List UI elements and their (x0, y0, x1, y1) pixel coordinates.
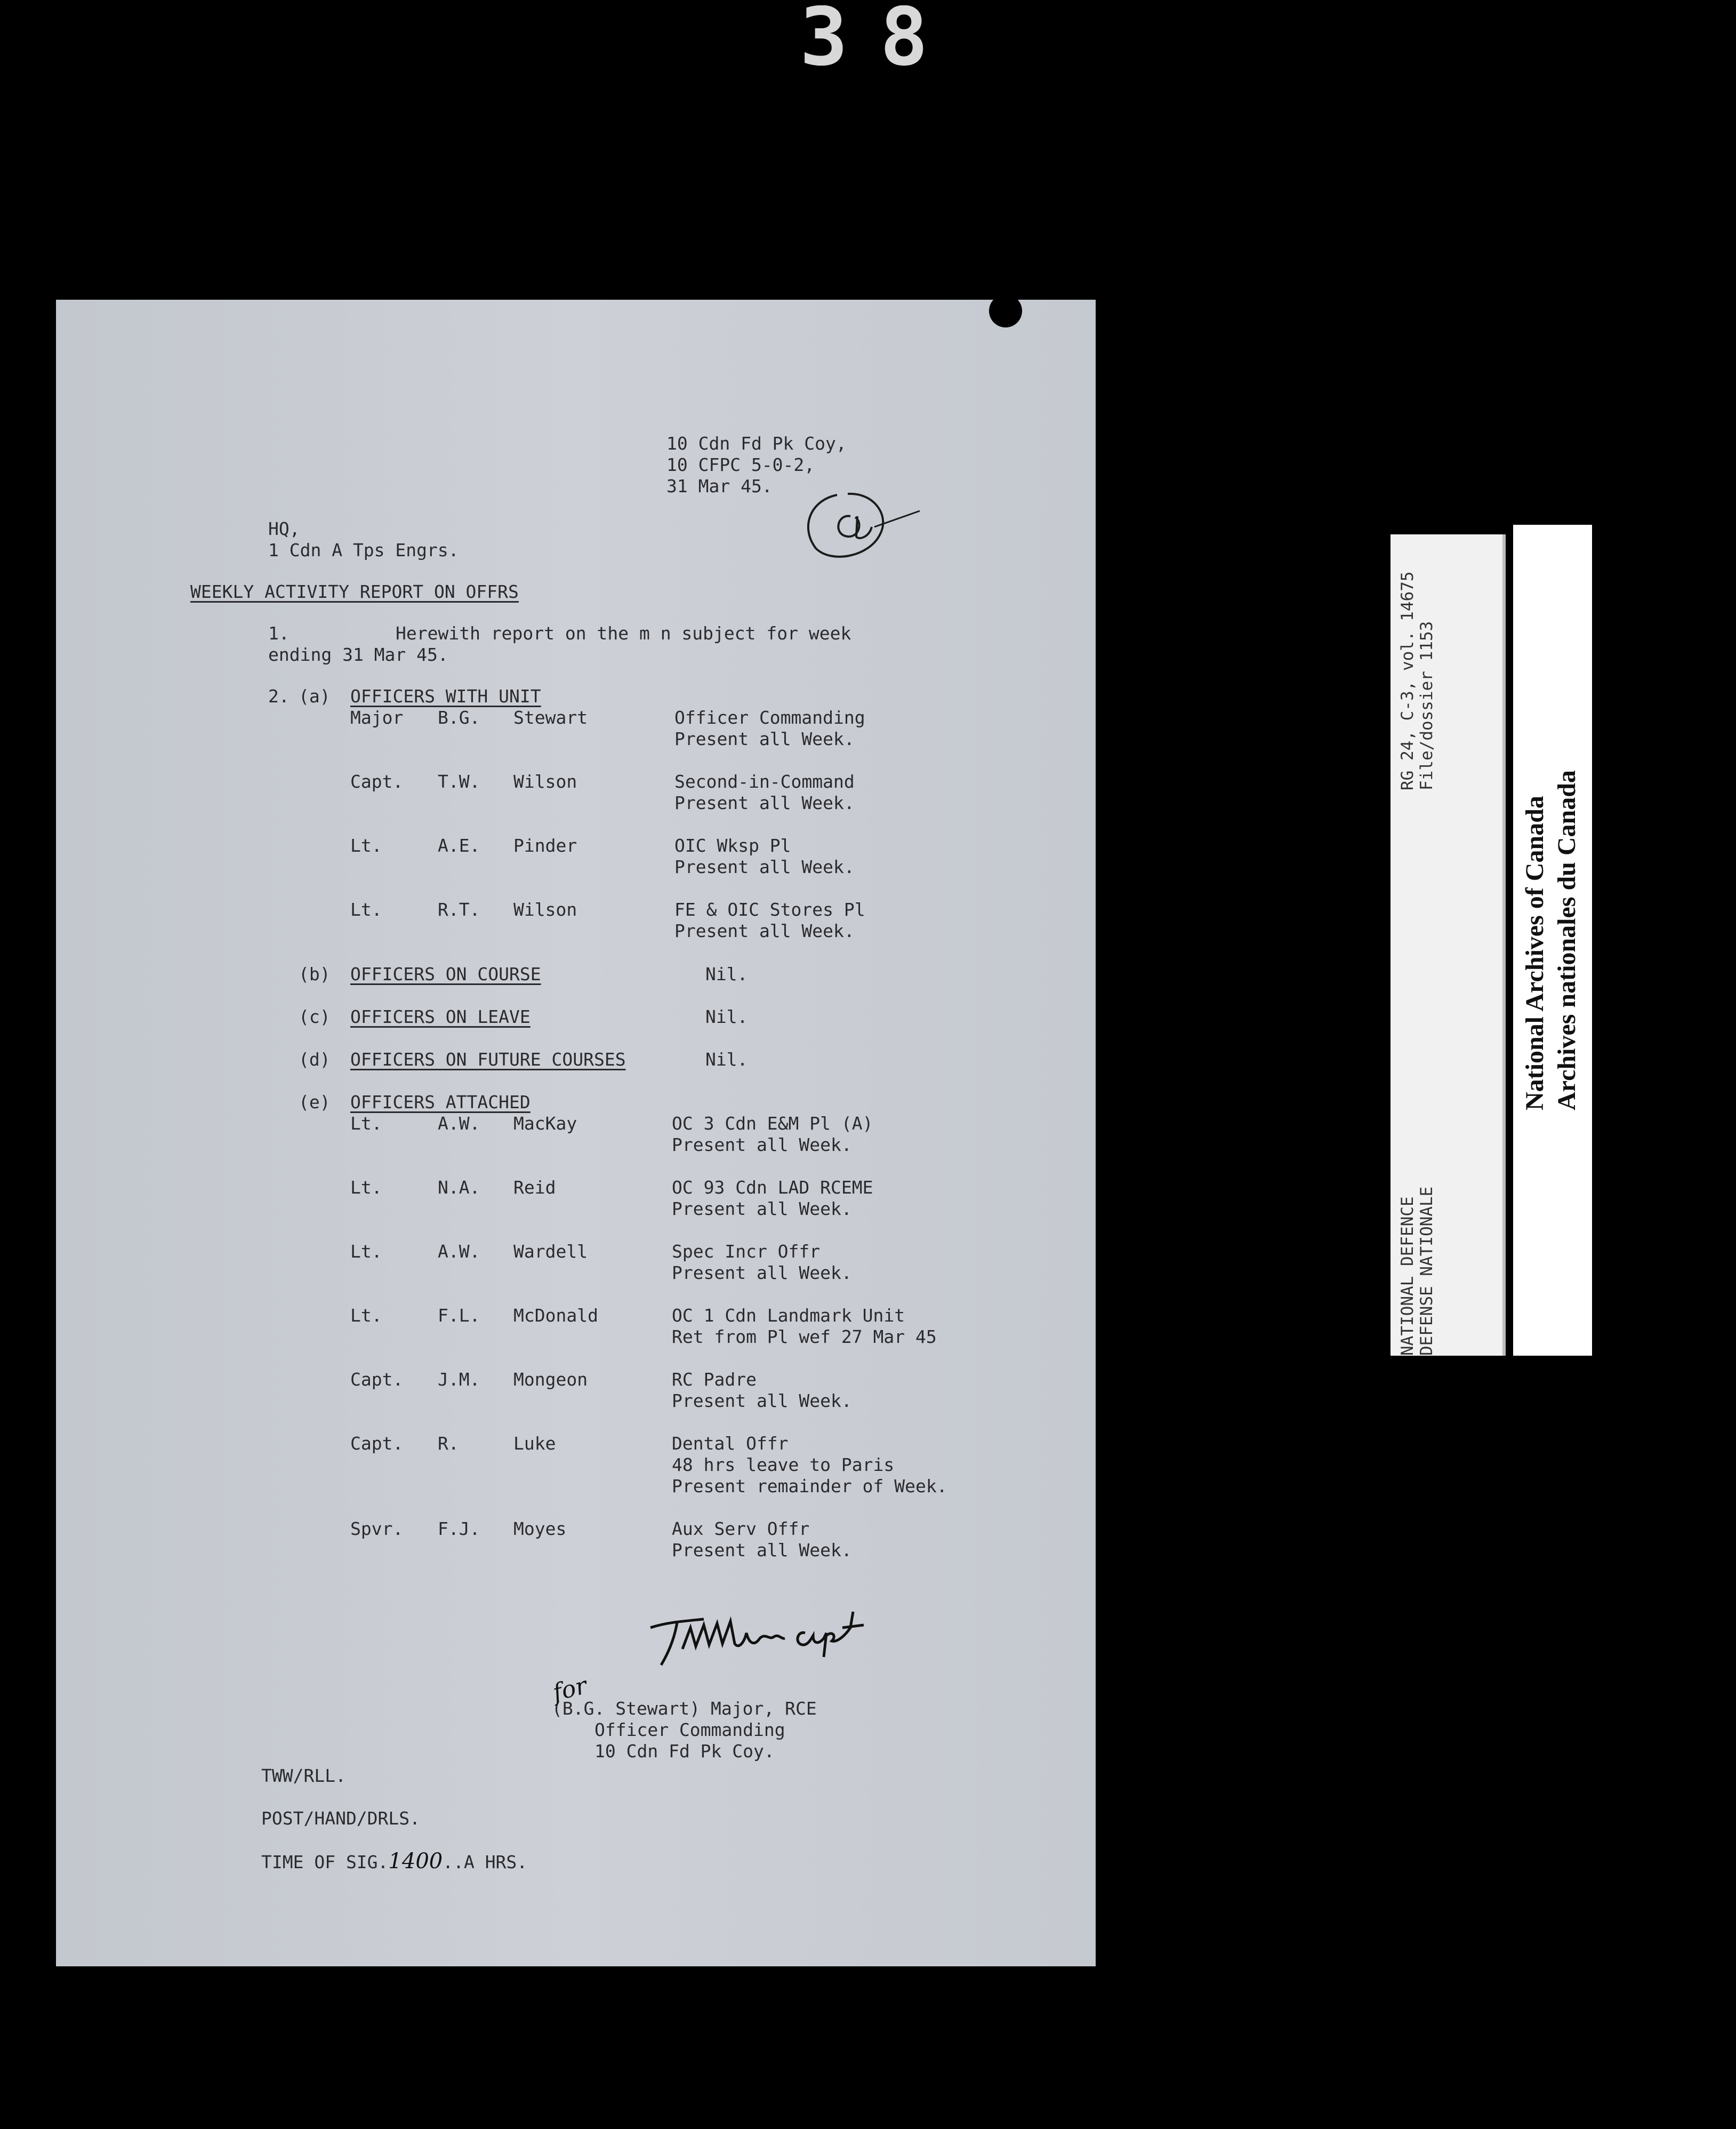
officer-role: Spec Incr Offr (672, 1241, 821, 1262)
officer-role: Dental Offr (672, 1433, 789, 1454)
section-a-label: (a) (299, 686, 331, 707)
officer-role: FE & OIC Stores Pl (674, 899, 865, 920)
officer-surname: Wardell (513, 1241, 588, 1262)
officer-role: OC 1 Cdn Landmark Unit (672, 1305, 905, 1326)
officer-rank: Lt. (350, 1177, 382, 1198)
addressee-line-2: 1 Cdn A Tps Engrs. (268, 540, 459, 561)
officer-initials: A.W. (438, 1241, 480, 1262)
officer-status: Present all Week. (672, 1198, 852, 1219)
section-a-heading: OFFICERS WITH UNIT (350, 686, 541, 707)
officer-role: OIC Wksp Pl (674, 835, 791, 856)
archive-reference-tag (1391, 534, 1506, 1356)
officer-initials: N.A. (438, 1177, 480, 1198)
officer-role: RC Padre (672, 1369, 757, 1390)
section-b-label: (b) (299, 964, 331, 985)
officer-role: Second-in-Command (674, 771, 855, 792)
officer-role: OC 93 Cdn LAD RCEME (672, 1177, 873, 1198)
punch-hole (989, 294, 1022, 327)
officer-role: OC 3 Cdn E&M Pl (A) (672, 1113, 873, 1134)
section-d-label: (d) (299, 1049, 331, 1070)
officer-rank: Lt. (350, 835, 382, 856)
unit-name: 10 Cdn Fd Pk Coy, (666, 433, 847, 454)
officer-status: 48 hrs leave to Paris (672, 1454, 895, 1475)
officer-surname: MacKay (513, 1113, 577, 1134)
time-of-signal-label: TIME OF SIG. (261, 1852, 389, 1872)
officer-status: Present all Week. (672, 1262, 852, 1283)
officer-rank: Spvr. (350, 1518, 404, 1539)
officer-initials: R.T. (438, 899, 480, 920)
officer-surname: McDonald (513, 1305, 598, 1326)
para1-line-1: Herewith report on the m n subject for week (396, 623, 851, 644)
handwritten-signature (645, 1606, 885, 1670)
officer-surname: Luke (513, 1433, 556, 1454)
officer-surname: Wilson (513, 771, 577, 792)
section-e-heading: OFFICERS ATTACHED (350, 1092, 531, 1112)
brand-line-english: National Archives of Canada (1521, 796, 1549, 1110)
tag-line-defense-nationale: DEFENSE NATIONALE (1417, 1186, 1436, 1356)
officer-initials: A.E. (438, 835, 480, 856)
para1-line-2: ending 31 Mar 45. (268, 644, 448, 665)
addressee-line-1: HQ, (268, 518, 300, 539)
officer-surname: Mongeon (513, 1369, 588, 1390)
officer-initials: F.L. (438, 1305, 480, 1326)
section-c-label: (c) (299, 1006, 331, 1027)
delivery-method: POST/HAND/DRLS. (261, 1808, 421, 1829)
circled-at-mark (800, 484, 928, 564)
officer-status: Present all Week. (672, 1134, 852, 1155)
officer-status: Present all Week. (672, 1390, 852, 1411)
signature-line-1: (B.G. Stewart) Major, RCE (552, 1698, 817, 1719)
officer-initials: B.G. (438, 707, 480, 728)
signature-for-mark: for (550, 1672, 590, 1707)
archive-brand-tag (1513, 525, 1592, 1356)
officer-initials: A.W. (438, 1113, 480, 1134)
officer-rank: Lt. (350, 1113, 382, 1134)
officer-status: Present all Week. (674, 921, 855, 941)
section-c-value: Nil. (705, 1006, 748, 1027)
para2-number: 2. (268, 686, 290, 707)
officer-role: Officer Commanding (674, 707, 865, 728)
tag-line-file-dossier: File/dossier 1153 (1417, 621, 1436, 790)
tag-line-record-group: RG 24, C-3, vol. 14675 (1398, 571, 1417, 790)
officer-initials: J.M. (438, 1369, 480, 1390)
section-c-heading: OFFICERS ON LEAVE (350, 1006, 531, 1027)
officer-initials: F.J. (438, 1518, 480, 1539)
officer-status-continued: Present remainder of Week. (672, 1476, 947, 1496)
officer-surname: Wilson (513, 899, 577, 920)
officer-status: Present all Week. (672, 1540, 852, 1560)
file-reference: 10 CFPC 5-0-2, (666, 454, 815, 475)
officer-role: Aux Serv Offr (672, 1518, 810, 1539)
officer-status: Present all Week. (674, 857, 855, 877)
signature-line-3: 10 Cdn Fd Pk Coy. (594, 1741, 775, 1762)
section-e-label: (e) (299, 1092, 331, 1112)
officer-status: Present all Week. (674, 729, 855, 749)
para1-number: 1. (268, 623, 290, 644)
section-d-value: Nil. (705, 1049, 748, 1070)
typist-initials: TWW/RLL. (261, 1765, 346, 1786)
officer-rank: Lt. (350, 899, 382, 920)
tag-line-national-defence: NATIONAL DEFENCE (1398, 1196, 1417, 1356)
officer-surname: Stewart (513, 707, 588, 728)
document-subject: WEEKLY ACTIVITY REPORT ON OFFRS (190, 581, 519, 602)
officer-surname: Moyes (513, 1518, 567, 1539)
microfilm-frame-number: 38 (800, 5, 960, 69)
officer-rank: Capt. (350, 1433, 404, 1454)
officer-status: Ret from Pl wef 27 Mar 45 (672, 1326, 937, 1347)
officer-rank: Capt. (350, 1369, 404, 1390)
officer-rank: Lt. (350, 1305, 382, 1326)
officer-initials: T.W. (438, 771, 480, 792)
signature-line-2: Officer Commanding (594, 1719, 785, 1740)
document-page (56, 300, 1096, 1966)
time-of-signal (261, 1851, 527, 1873)
time-of-signal-handwritten: 1400 (388, 1849, 443, 1874)
officer-rank: Lt. (350, 1241, 382, 1262)
officer-surname: Pinder (513, 835, 577, 856)
officer-rank: Major (350, 707, 404, 728)
brand-line-french: Archives nationales du Canada (1553, 770, 1581, 1110)
section-d-heading: OFFICERS ON FUTURE COURSES (350, 1049, 626, 1070)
officer-rank: Capt. (350, 771, 404, 792)
officer-surname: Reid (513, 1177, 556, 1198)
section-b-value: Nil. (705, 964, 748, 985)
document-date: 31 Mar 45. (666, 476, 773, 497)
section-b-heading: OFFICERS ON COURSE (350, 964, 541, 985)
time-of-signal-suffix: ..A HRS. (443, 1852, 528, 1872)
officer-status: Present all Week. (674, 793, 855, 813)
officer-initials: R. (438, 1433, 459, 1454)
